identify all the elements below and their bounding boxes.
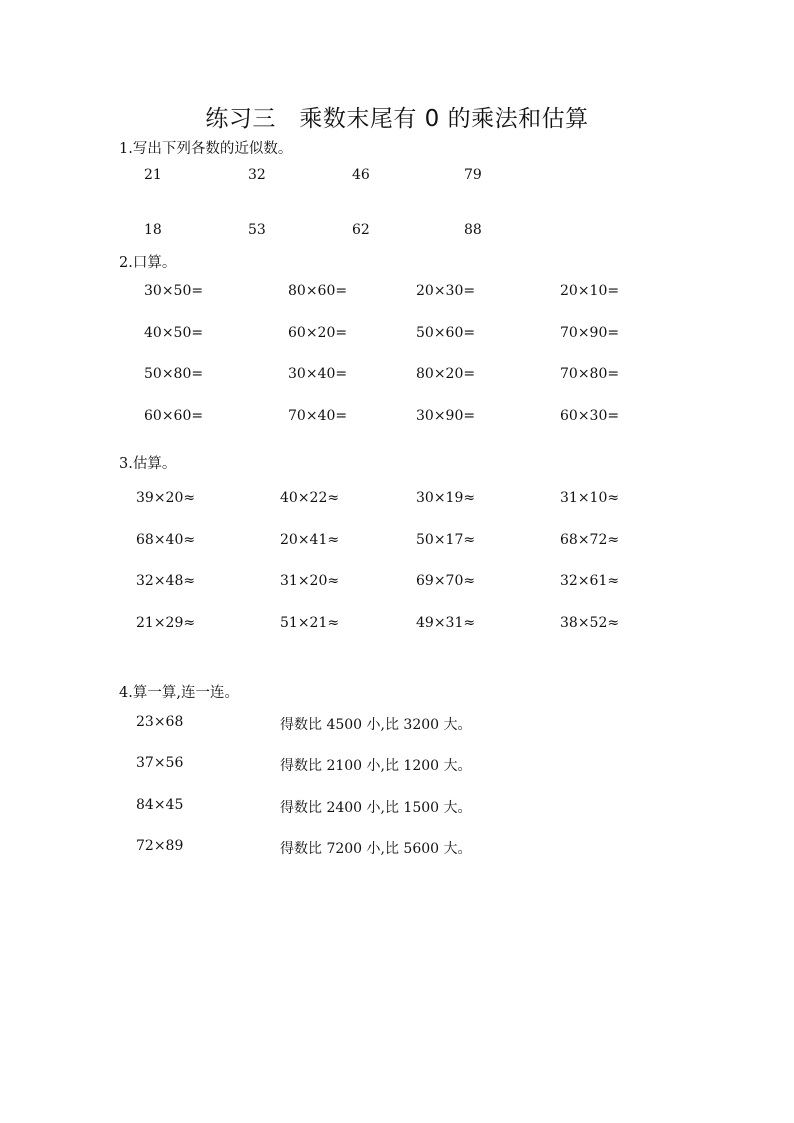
q3-expression: 31×20≈ [280, 573, 340, 589]
q1-number: 62 [352, 222, 370, 238]
q3-expression: 38×52≈ [560, 615, 620, 631]
q2-expression: 80×20= [416, 366, 476, 382]
q2-expression: 60×60= [144, 408, 204, 424]
q3-expression: 20×41≈ [280, 532, 340, 548]
q4-left-expression: 37×56 [136, 755, 184, 771]
q3-expression: 32×61≈ [560, 573, 620, 589]
q2-expression: 30×50= [144, 283, 204, 299]
q2-expression: 30×40= [288, 366, 348, 382]
q1-number: 18 [144, 222, 162, 238]
q3-expression: 40×22≈ [280, 490, 340, 506]
q2-expression: 50×80= [144, 366, 204, 382]
q3-expression: 68×72≈ [560, 532, 620, 548]
q3-expression: 32×48≈ [136, 573, 196, 589]
q2-expression: 50×60= [416, 325, 476, 341]
q2-expression: 30×90= [416, 408, 476, 424]
q4-heading: 4.算一算,连一连。 [119, 685, 239, 701]
q1-number: 46 [352, 167, 370, 183]
q2-expression: 40×50= [144, 325, 204, 341]
q4-right-statement: 得数比 7200 小,比 5600 大。 [280, 841, 472, 857]
q3-expression: 50×17≈ [416, 532, 476, 548]
q3-heading: 3.估算。 [119, 456, 177, 472]
q2-expression: 70×90= [560, 325, 620, 341]
q2-expression: 80×60= [288, 283, 348, 299]
q1-heading: 1.写出下列各数的近似数。 [119, 141, 293, 157]
q2-expression: 20×30= [416, 283, 476, 299]
q1-number: 79 [464, 167, 482, 183]
page-title: 练习三 乘数末尾有 0 的乘法和估算 [205, 106, 589, 132]
q4-right-statement: 得数比 2400 小,比 1500 大。 [280, 800, 472, 816]
q1-number: 53 [248, 222, 266, 238]
q4-left-expression: 84×45 [136, 797, 184, 813]
q3-expression: 49×31≈ [416, 615, 476, 631]
q4-right-statement: 得数比 4500 小,比 3200 大。 [280, 717, 472, 733]
q4-left-expression: 72×89 [136, 838, 184, 854]
q4-right-statement: 得数比 2100 小,比 1200 大。 [280, 758, 472, 774]
q3-expression: 68×40≈ [136, 532, 196, 548]
q4-left-expression: 23×68 [136, 714, 184, 730]
q3-expression: 51×21≈ [280, 615, 340, 631]
q2-expression: 70×40= [288, 408, 348, 424]
q2-expression: 20×10= [560, 283, 620, 299]
q3-expression: 69×70≈ [416, 573, 476, 589]
q3-expression: 30×19≈ [416, 490, 476, 506]
q1-number: 32 [248, 167, 266, 183]
q2-expression: 70×80= [560, 366, 620, 382]
q1-number: 88 [464, 222, 482, 238]
q2-heading: 2.口算。 [119, 255, 177, 271]
q3-expression: 31×10≈ [560, 490, 620, 506]
q2-expression: 60×30= [560, 408, 620, 424]
q2-expression: 60×20= [288, 325, 348, 341]
q3-expression: 39×20≈ [136, 490, 196, 506]
q1-number: 21 [144, 167, 162, 183]
q3-expression: 21×29≈ [136, 615, 196, 631]
